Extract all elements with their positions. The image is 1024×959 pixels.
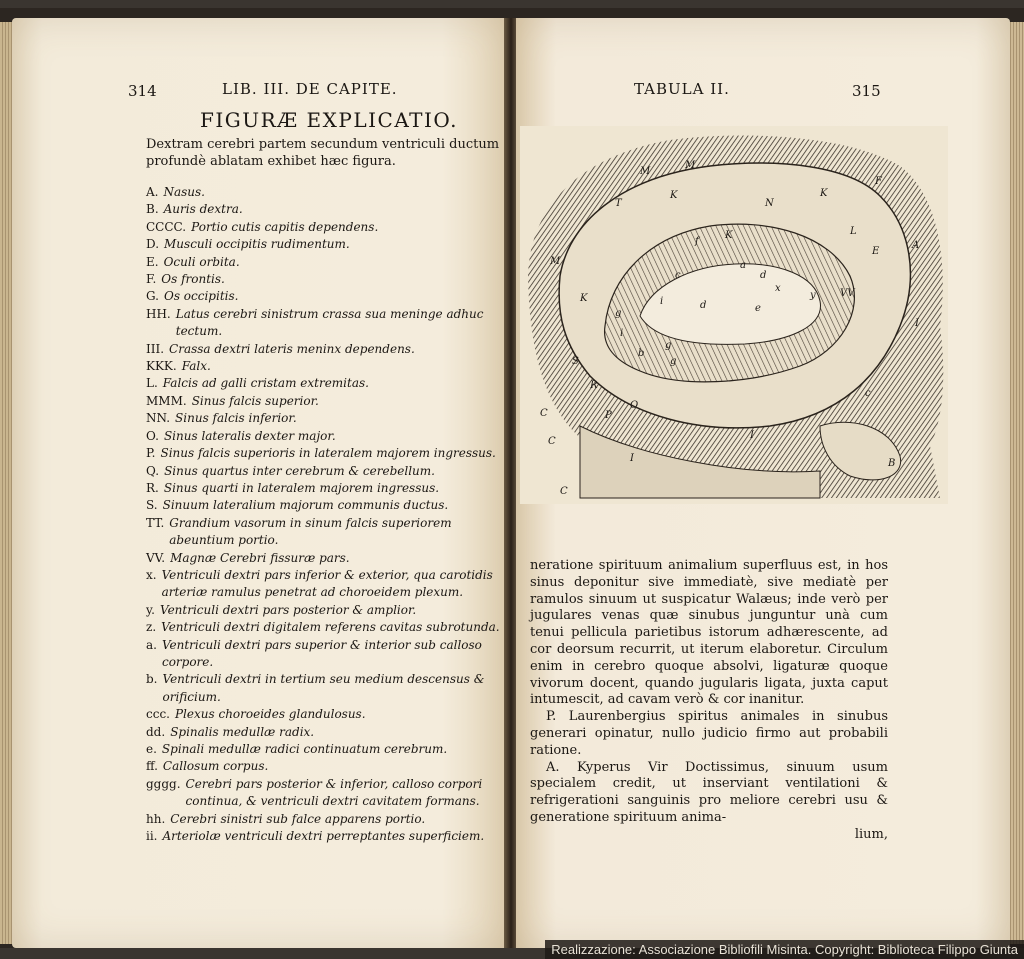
plate-letter: K — [580, 293, 588, 304]
legend-text: Magnæ Cerebri fissuræ pars. — [170, 550, 350, 565]
plate-letter: M — [550, 256, 561, 267]
legend-key: F. — [146, 272, 157, 287]
legend-text: Latus cerebri sinistrum crassa sua meninge adhuc tectum. — [175, 306, 484, 339]
plate-letter: i — [620, 328, 624, 339]
plate-letter: VV — [840, 288, 855, 299]
legend-text: Arteriolæ ventriculi dextri perreptantes superficiem. — [162, 829, 485, 844]
legend-key: O. — [146, 428, 159, 443]
legend-key: MMM. — [146, 393, 187, 408]
plate-letter: C — [548, 436, 556, 447]
plate-letter: I — [630, 453, 634, 464]
legend-item — [146, 254, 508, 271]
legend-key: A. — [146, 185, 159, 199]
plate-letter: y — [810, 290, 816, 301]
legend-item — [146, 410, 508, 427]
plate-letter: L — [850, 226, 857, 237]
plate-letter: b — [638, 348, 645, 359]
legend-key: dd. — [146, 724, 166, 739]
legend-key: ccc. — [146, 707, 170, 722]
legend-text: Callosum corpus. — [162, 759, 269, 774]
legend-text: Sinus lateralis dexter major. — [163, 428, 336, 443]
legend-key: KKK. — [146, 359, 177, 374]
legend-item — [146, 776, 508, 811]
legend-item — [146, 758, 508, 775]
plate-letter: a — [740, 260, 746, 271]
legend-key: CCCC. — [146, 219, 187, 234]
plate-letter: K — [820, 188, 828, 199]
plate-letter: K — [725, 230, 733, 241]
plate-letter: i — [660, 296, 664, 307]
plate-letter: c — [675, 270, 681, 281]
legend-item — [146, 445, 508, 462]
legend-item — [146, 567, 508, 602]
legend-text: Ventriculi dextri pars posterior & amplior. — [160, 602, 417, 617]
legend-item — [146, 219, 508, 236]
legend-text: Ventriculi dextri pars superior & interior sub calloso corpore. — [161, 637, 482, 669]
legend-key: D. — [146, 237, 160, 252]
legend-text: Spinali medullæ radici continuatum cerebrum. — [161, 742, 448, 756]
paragraph-3: A. Kyperus Vir Doctissimus, sinuum usum specialem credit, ut inserviant ventilationi & refrigerationi sanguinis pro meliore cerebri usu & generatione spirituum anima- — [530, 759, 888, 825]
legend-item — [146, 706, 508, 723]
legend-key: ff. — [146, 759, 158, 774]
legend-item — [146, 724, 508, 741]
legend-item — [146, 497, 508, 514]
plate-letter: x — [775, 283, 781, 294]
legend-text: Ventriculi dextri in tertium seu medium descensus & orificium. — [162, 672, 485, 704]
legend-text: Oculi orbita. — [163, 254, 240, 269]
legend-item — [146, 236, 508, 253]
legend-text: Os occipitis. — [163, 289, 239, 304]
plate-letter: c — [865, 388, 871, 399]
legend-key: gggg. — [146, 776, 181, 791]
plate-letter: g — [615, 308, 622, 319]
legend-text: Ventriculi dextri pars inferior & exterior, qua carotidis arteriæ ramulus penetrat ad choroeidem plexum. — [161, 567, 493, 600]
legend-item — [146, 637, 508, 672]
legend-key: E. — [146, 254, 159, 269]
plate-letter: P — [605, 410, 612, 421]
legend-key: e. — [146, 742, 157, 756]
legend-item — [146, 288, 508, 305]
plate-letter: T — [615, 198, 622, 209]
legend-text: Cerebri pars posterior & inferior, calloso corpori continua, & ventriculi dextri cavitatem formans. — [185, 776, 483, 809]
plate-letter: C — [540, 408, 548, 419]
legend-text: Cerebri sinistri sub falce apparens portio. — [170, 811, 426, 826]
legend-item — [146, 201, 508, 218]
plate-letter: f — [695, 236, 699, 247]
plate-letter: O — [630, 400, 639, 411]
plate-letter: B — [888, 458, 896, 469]
legend-key: P. — [146, 446, 156, 461]
copyright-watermark: Realizzazione: Associazione Bibliofili Misinta. Copyright: Biblioteca Filippo Giunta — [545, 940, 1024, 959]
legend-text: Sinus falcis inferior. — [175, 411, 297, 426]
intro-text: Dextram cerebri partem secundum ventriculi ductum profundè ablatam exhibet hæc figura. — [146, 137, 500, 169]
running-head-right: TABULA II. — [634, 80, 730, 98]
legend-key: z. — [146, 620, 157, 635]
plate-letter: M — [640, 166, 651, 177]
legend-key: hh. — [146, 811, 166, 826]
legend-text: Sinus quartus inter cerebrum & cerebellum. — [164, 463, 435, 478]
legend-key: L. — [146, 376, 158, 391]
plate-letter: C — [560, 486, 568, 497]
legend-key: R. — [146, 480, 159, 495]
legend-text: Ventriculi dextri digitalem referens cavitas subrotunda. — [161, 620, 500, 635]
open-book — [0, 8, 1024, 948]
legend-item — [146, 671, 508, 706]
legend-item — [146, 375, 508, 392]
legend-item — [146, 341, 508, 358]
plate-letter: e — [755, 303, 761, 314]
plate-letter: A — [912, 240, 920, 251]
legend-item — [146, 602, 508, 619]
page-number-left: 314 — [128, 82, 157, 100]
plate-letter: E — [872, 246, 880, 257]
legend-key: ii. — [146, 829, 158, 844]
legend-item — [146, 811, 508, 828]
legend-text: Portio cutis capitis dependens. — [191, 219, 379, 234]
legend-text: Grandium vasorum in sinum falcis superiorem abeuntium portio. — [169, 515, 452, 548]
legend-text: Os frontis. — [161, 272, 225, 287]
legend-key: III. — [146, 341, 165, 356]
plate-letter: d — [760, 270, 767, 281]
plate-letter: g — [665, 340, 672, 351]
commentary-text — [530, 558, 888, 844]
legend-item — [146, 271, 508, 288]
plate-letter: M — [685, 160, 696, 171]
legend-key: HH. — [146, 306, 171, 321]
figure-legend — [146, 184, 508, 845]
plate-letter: I — [750, 430, 754, 441]
legend-text: Nasus. — [163, 185, 205, 199]
plate-letter: I — [915, 318, 919, 329]
legend-key: TT. — [146, 515, 165, 530]
legend-text: Sinuum lateralium majorum communis ductus. — [162, 498, 449, 513]
legend-text: Spinalis medullæ radix. — [170, 724, 315, 739]
legend-item — [146, 619, 508, 636]
legend-text: Musculi occipitis rudimentum. — [164, 237, 350, 252]
page-number-right: 315 — [852, 82, 881, 100]
legend-text: Crassa dextri lateris meninx dependens. — [169, 341, 415, 356]
page-title: FIGURÆ EXPLICATIO. — [200, 108, 458, 132]
legend-item — [146, 828, 508, 845]
legend-item — [146, 428, 508, 445]
legend-item — [146, 358, 508, 375]
legend-key: b. — [146, 672, 158, 687]
paragraph-2: P. Laurenbergius spiritus animales in sinubus generari opinatur, nullo judicio firmo aut probabili ratione. — [530, 709, 888, 758]
legend-key: B. — [146, 202, 159, 217]
legend-key: a. — [146, 637, 157, 652]
left-page — [12, 18, 506, 948]
page-edges-right — [1010, 22, 1024, 944]
legend-text: Falx. — [181, 359, 211, 374]
legend-key: y. — [146, 602, 155, 617]
legend-text: Falcis ad galli cristam extremitas. — [162, 376, 369, 391]
plate-letter: N — [765, 198, 774, 209]
legend-key: NN. — [146, 411, 171, 426]
legend-item — [146, 550, 508, 567]
plate-letter: g — [670, 356, 677, 367]
legend-item — [146, 741, 508, 758]
anatomical-plate — [520, 126, 948, 504]
legend-text: Plexus choroeides glandulosus. — [174, 707, 366, 722]
legend-text: Sinus falcis superior. — [191, 393, 319, 408]
legend-item — [146, 515, 508, 550]
plate-letter: d — [700, 300, 707, 311]
running-head-left: LIB. III. DE CAPITE. — [222, 80, 398, 98]
legend-item — [146, 480, 508, 497]
plate-letter: F — [875, 176, 882, 187]
legend-text: Auris dextra. — [163, 202, 243, 217]
plate-letter: S — [572, 356, 579, 367]
legend-key: Q. — [146, 463, 160, 478]
legend-item — [146, 184, 508, 201]
legend-key: VV. — [146, 550, 166, 565]
catchword: lium, — [854, 826, 888, 842]
plate-letter: K — [670, 190, 678, 201]
legend-key: x. — [146, 567, 157, 582]
legend-item — [146, 393, 508, 410]
paragraph-1: neratione spirituum animalium superfluus est, in hos sinus deponitur sive immediatè, sive mediatè per ramulos sinuum ut suspicatur Walæus; inde verò per jugulares venas quæ sinubus junguntur unà cum tenui pellicula parietibus istorum adhærescente, ad cor deorsum recurrit, ut iterum elaboretur. Circulum enim in cerebro quoque absolvi, ligaturæ quoque vivorum docent, quando jugularis ligata, juxta caput intumescit, ad cavam verò & cor inanitur. — [530, 558, 888, 708]
legend-key: S. — [146, 498, 158, 513]
plate-letter: R — [590, 380, 598, 391]
legend-text: Sinus quarti in lateralem majorem ingressus. — [163, 480, 440, 495]
legend-item — [146, 306, 508, 341]
legend-text: Sinus falcis superioris in lateralem majorem ingressus. — [160, 446, 496, 461]
legend-key: G. — [146, 289, 159, 304]
legend-item — [146, 463, 508, 480]
